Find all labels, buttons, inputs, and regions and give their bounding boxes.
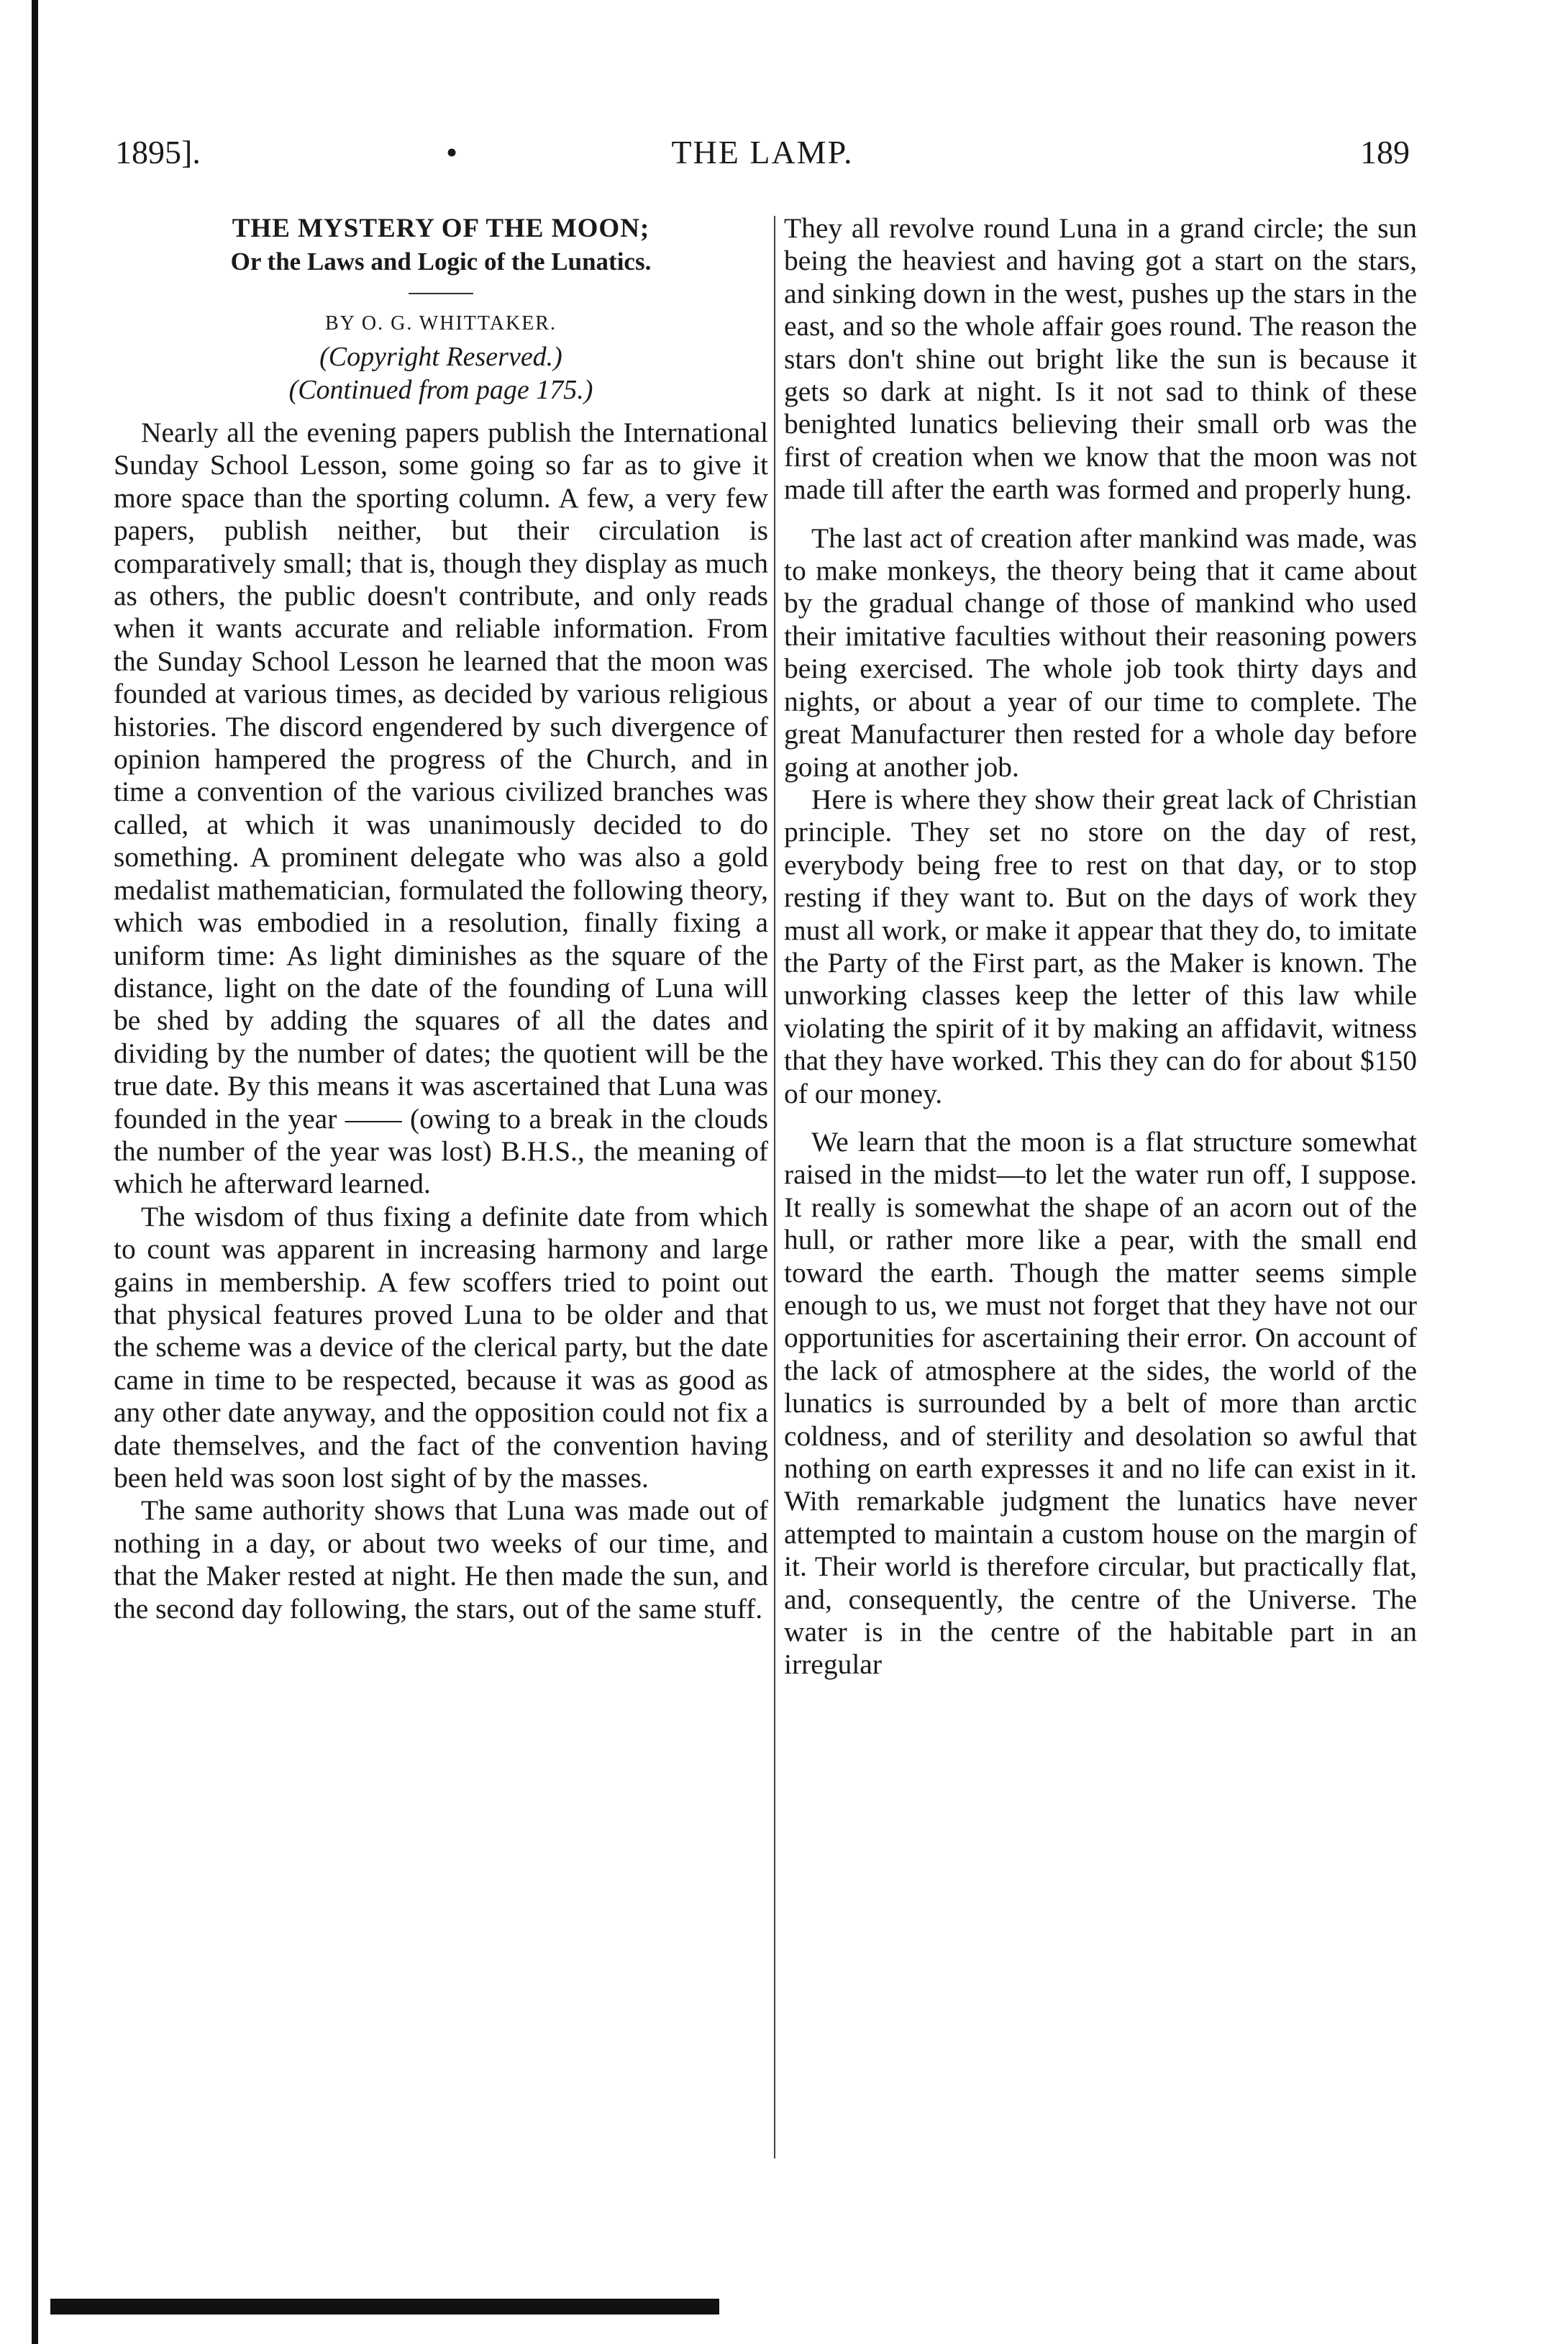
left-column	[114, 212, 768, 1625]
copyright-note: (Copyright Reserved.)	[319, 342, 562, 372]
continued-note: (Continued from page 175.)	[288, 375, 593, 405]
running-header	[115, 133, 1410, 183]
article-title: THE MYSTERY OF THE MOON;	[232, 214, 650, 243]
byline: BY O. G. WHITTAKER.	[325, 312, 557, 335]
header-dot: •	[446, 134, 458, 171]
column-divider	[774, 216, 775, 2158]
article-subtitle: Or the Laws and Logic of the Lunatics.	[230, 247, 652, 276]
right-column	[784, 212, 1417, 1681]
page-number: 189	[1360, 134, 1410, 171]
header-year: 1895].	[115, 134, 201, 171]
paragraph: The last act of creation after mankind was made, was to make monkeys, the theory being that it came about by the gradual change of those of mankind who used their imitative faculties without their reasoning powers being exercised. The whole job took thirty days and nights, or about a year of our time to complete. The great Manufacturer then rested for a whole day before going at another job.	[784, 522, 1417, 783]
paragraph: Nearly all the evening papers publish the International Sunday School Lesson, some going so far as to give it more space than the sporting column. A few, a very few papers, publish neither, but their circulation is comparatively small; that is, though they display as much as others, the public doesn't contribute, and only reads when it wants accurate and reliable information. From the Sunday School Lesson he learned that the moon was founded at various times, as decided by various religious histories. The discord engendered by such divergence of opinion hampered the progress of the Church, and in time a convention of the various civilized branches was called, at which it was unanimously decided to do something. A prominent delegate who was also a gold medalist mathematician, formulated the following theory, which was embodied in a resolution, finally fixing a uniform time: As light diminishes as the square of the distance, light on the date of the founding of Luna will be shed by adding the squares of all the dates and dividing by the number of dates; the quotient will be the true date. By this means it was ascertained that Luna was founded in the year —— (owing to a break in the clouds the number of the year was lost) B.H.S., the meaning of which he afterward learned.	[114, 417, 768, 1200]
title-rule	[409, 293, 473, 294]
paragraph: They all revolve round Luna in a grand circle; the sun being the heaviest and having got a start on the stars, and sinking down in the west, pushes up the stars in the east, and so the whole affair goes round. The reason the stars don't shine out bright like the sun is because it gets so dark at night. Is it not sad to think of these benighted lunatics believing their small orb was the first of creation when we know that the moon was not made till after the earth was formed and properly hung.	[784, 212, 1417, 506]
paragraph: The same authority shows that Luna was made out of nothing in a day, or about two weeks of our time, and that the Maker rested at night. He then made the sun, and the second day following, the stars, out of the same stuff.	[114, 1494, 768, 1625]
bottom-rule	[50, 2299, 719, 2315]
binding-edge-rule	[32, 0, 38, 2344]
journal-title: THE LAMP.	[671, 134, 854, 171]
paragraph: We learn that the moon is a flat structure somewhat raised in the midst—to let the water run off, I suppose. It really is somewhat the shape of an acorn out of the hull, or rather more like a pear, with the small end toward the earth. Though the matter seems simple enough to us, we must not forget that they have not our opportunities for ascertaining their error. On account of the lack of atmosphere at the sides, the world of the lunatics is surrounded by a belt of more than arctic coldness, and of sterility and desolation so awful that nothing on earth expresses it and no life can exist in it. With remarkable judgment the lunatics have never attempted to maintain a custom house on the margin of it. Their world is therefore circular, but practically flat, and, consequently, the centre of the Universe. The water is in the centre of the habitable part in an irregular	[784, 1125, 1417, 1681]
paragraph: Here is where they show their great lack of Christian principle. They set no store on the day of rest, everybody being free to rest on that day, or to stop resting if they want to. But on the days of work they must all work, or make it appear that they do, to imitate the Party of the First part, as the Maker is known. The unworking classes keep the letter of this law while violating the spirit of it by making an affidavit, witness that they have worked. This they can do for about $150 of our money.	[784, 783, 1417, 1109]
paragraph: The wisdom of thus fixing a definite date from which to count was apparent in increasing harmony and large gains in membership. A few scoffers tried to point out that physical features proved Luna to be older and that the scheme was a device of the clerical party, but the date came in time to be respected, because it was as good as any other date anyway, and the opposition could not fix a date themselves, and the fact of the convention having been held was soon lost sight of by the masses.	[114, 1200, 768, 1494]
